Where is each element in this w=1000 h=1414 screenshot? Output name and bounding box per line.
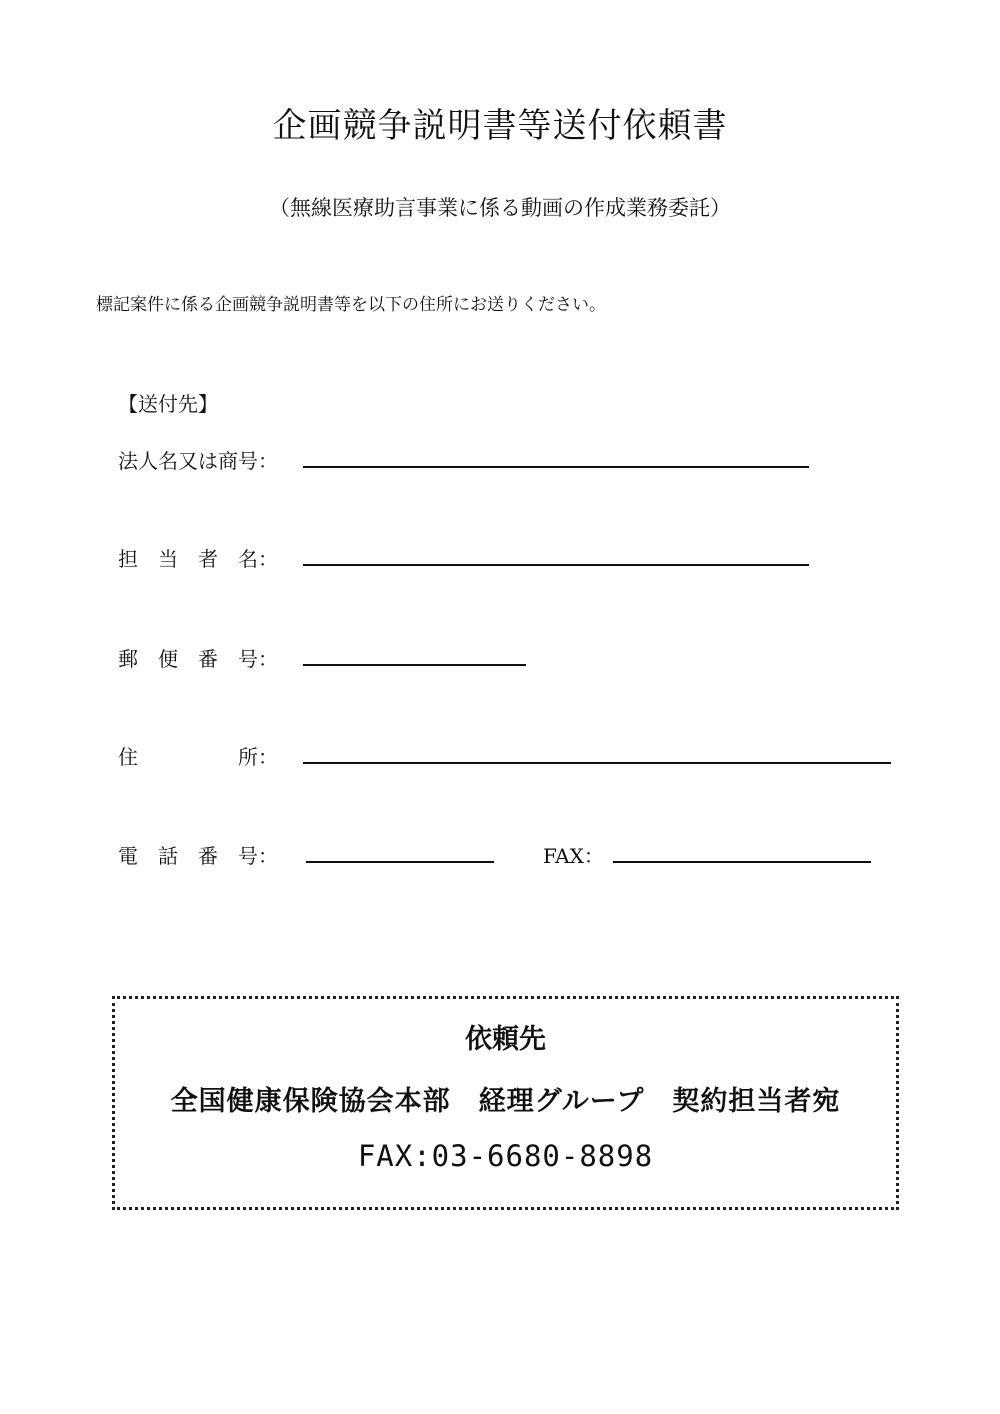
destination-box: [112, 996, 899, 1210]
postal-code-label: 郵 便 番 号：: [118, 647, 278, 671]
phone-number-blank[interactable]: [306, 861, 494, 863]
intro-text: 標記案件に係る企画競争説明書等を以下の住所にお送りください。: [96, 295, 606, 315]
destination-organization: 全国健康保険協会本部 経理グループ 契約担当者宛: [170, 1086, 841, 1117]
address-label: 住 所：: [118, 745, 278, 769]
company-name-label: 法人名又は商号：: [118, 449, 278, 473]
contact-person-blank[interactable]: [303, 564, 809, 566]
fax-number-blank[interactable]: [613, 861, 871, 863]
destination-heading: 依頼先: [465, 1024, 546, 1055]
address-blank[interactable]: [303, 762, 891, 764]
postal-code-blank[interactable]: [303, 664, 526, 666]
document-title: 企画競争説明書等送付依頼書: [272, 106, 728, 146]
document-subtitle: （無線医療助言事業に係る動画の作成業務委託）: [269, 196, 731, 220]
phone-number-label: 電 話 番 号：: [118, 844, 278, 868]
destination-fax-number: FAX:03-6680-8898: [357, 1139, 654, 1173]
company-name-blank[interactable]: [303, 466, 809, 468]
recipient-section-label: 【送付先】: [118, 392, 218, 416]
fax-label: FAX：: [543, 844, 604, 868]
contact-person-label: 担 当 者 名：: [118, 547, 278, 571]
